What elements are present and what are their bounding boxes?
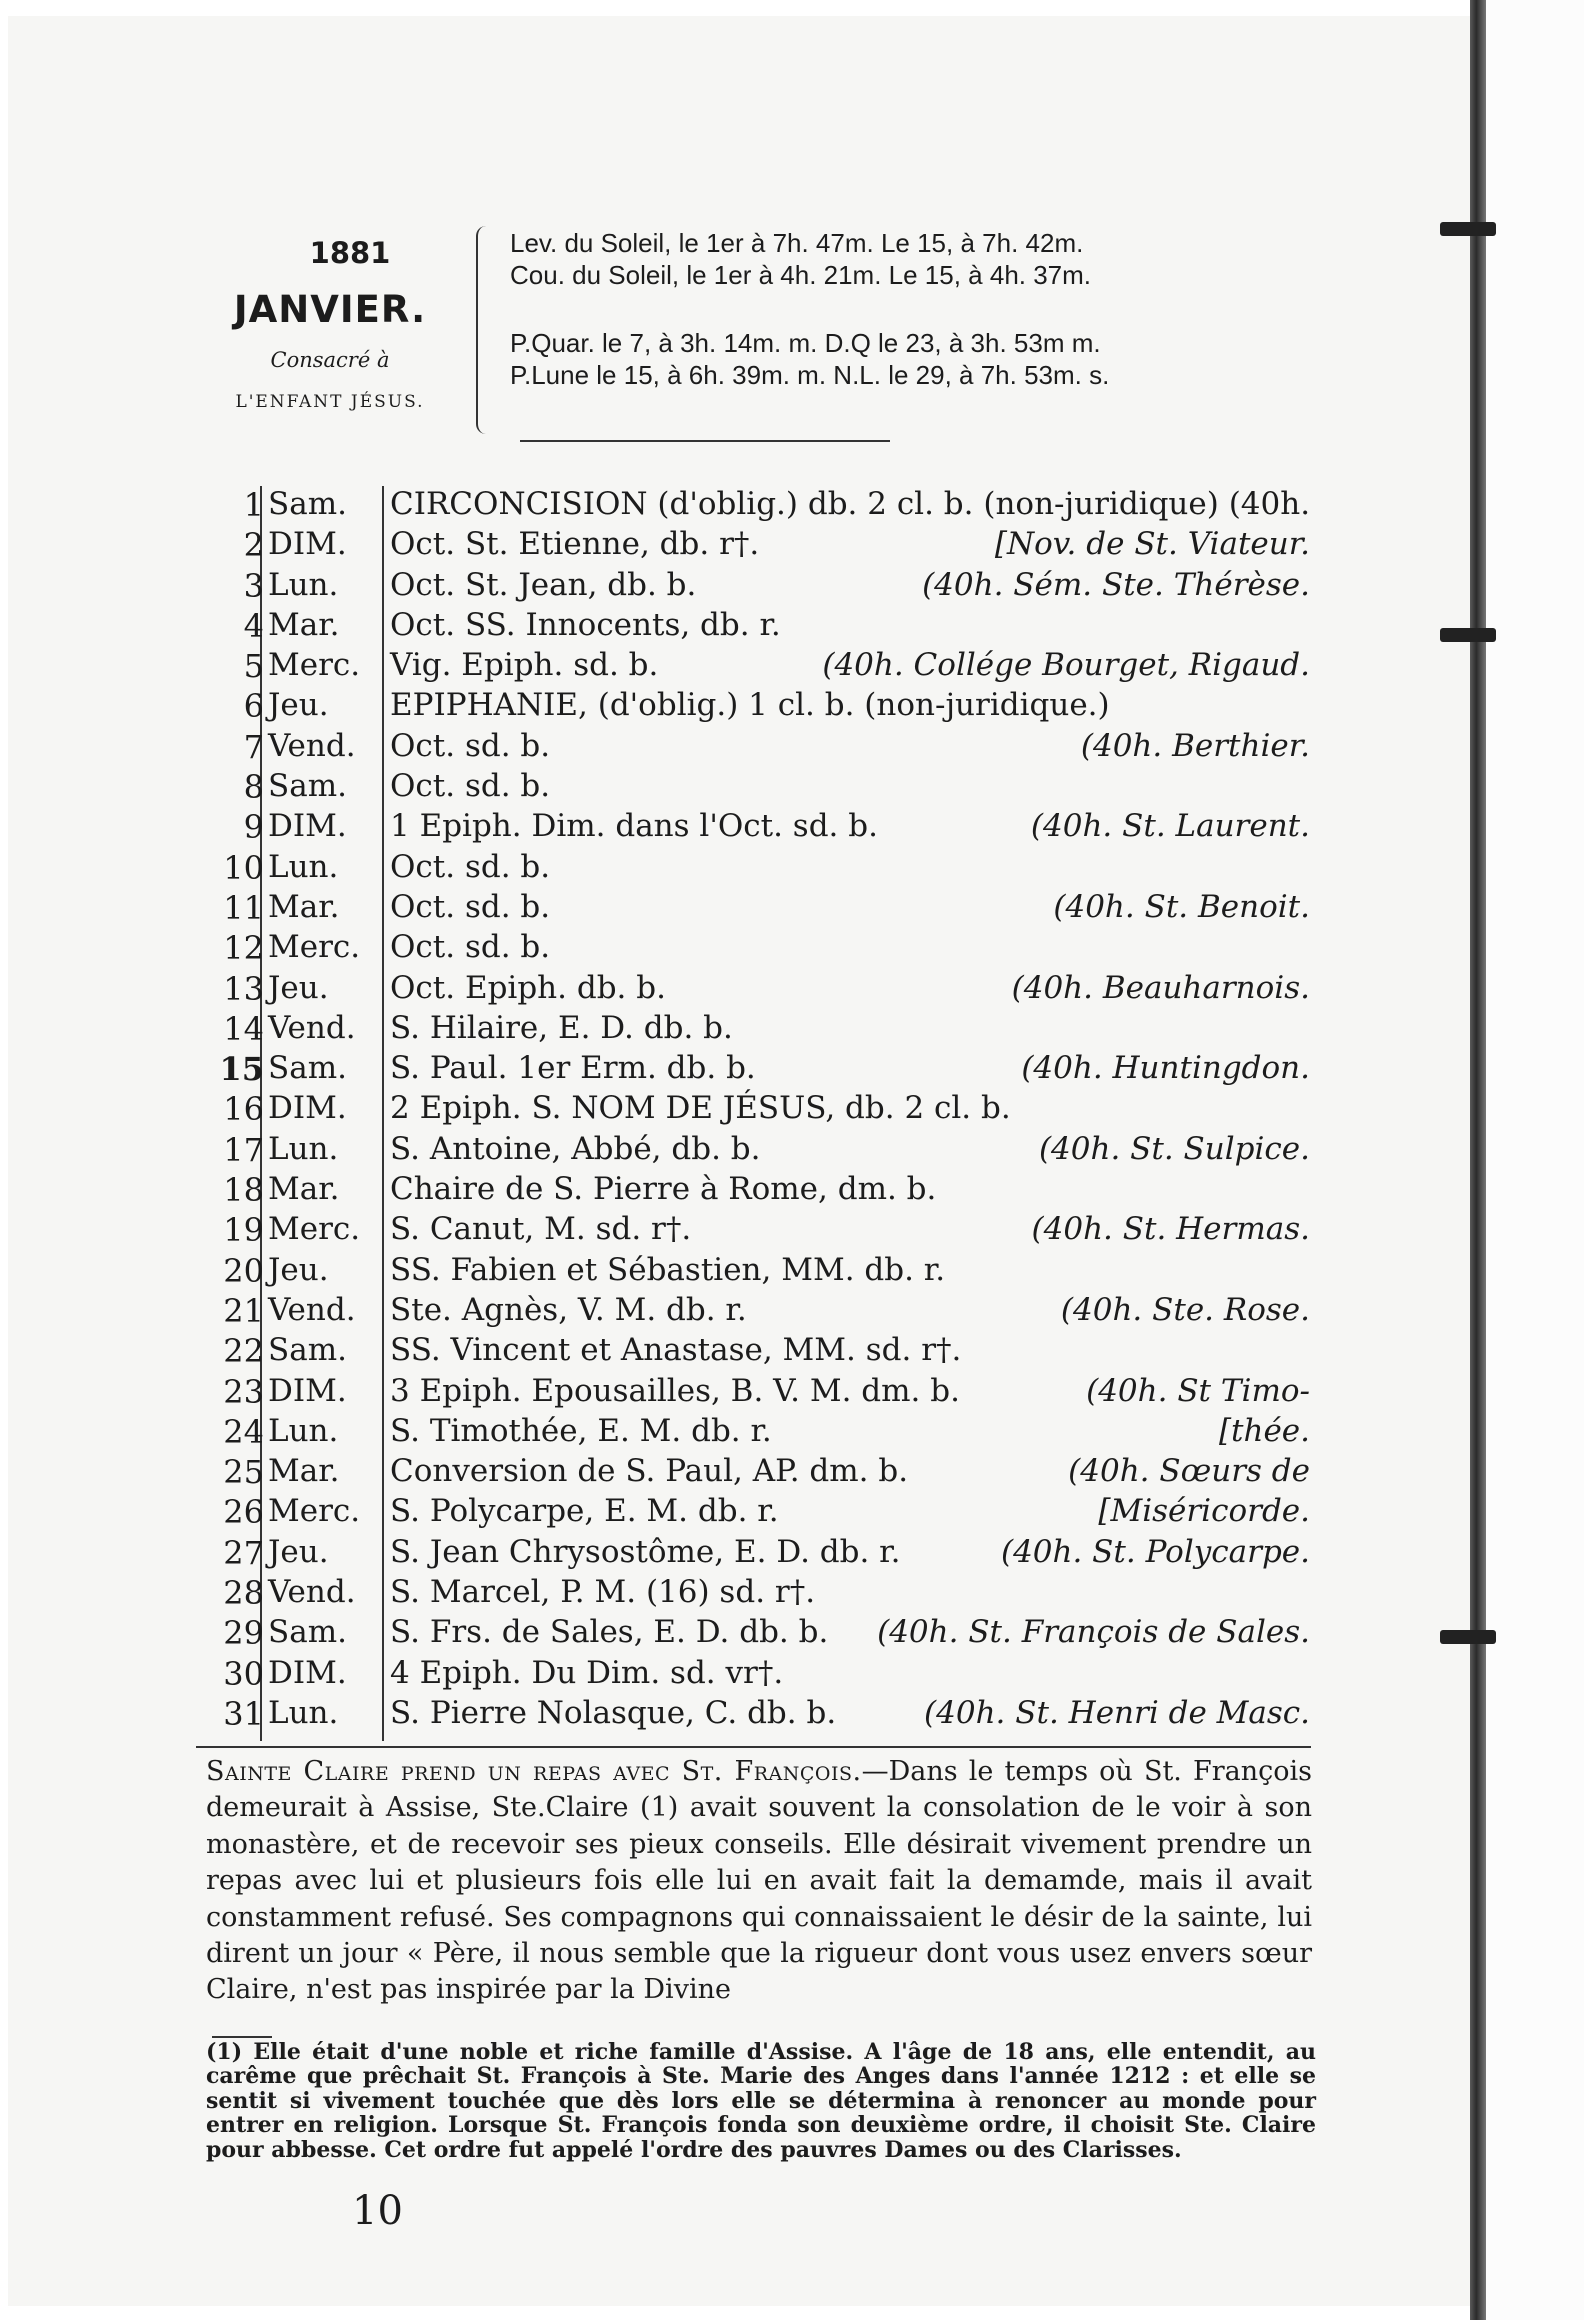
calendar-row xyxy=(200,1252,1310,1292)
forty-hours-station: (40h. St. Henri de Masc. xyxy=(924,1694,1310,1731)
forty-hours-station: (40h. St. Hermas. xyxy=(1031,1211,1310,1248)
brace-divider xyxy=(476,226,492,434)
calendar-row xyxy=(200,1090,1310,1130)
day-number: 4 xyxy=(243,606,264,645)
calendar-row xyxy=(200,768,1310,808)
day-number: 26 xyxy=(223,1493,264,1532)
day-number: 27 xyxy=(223,1533,264,1572)
day-number: 28 xyxy=(223,1574,264,1613)
weekday: Mar. xyxy=(268,1171,340,1208)
weekday: Mar. xyxy=(268,888,340,925)
feast-entry: SS. Vincent et Anastase, MM. sd. r†. xyxy=(390,1332,962,1369)
feast-entry: Oct. sd. b. xyxy=(390,929,551,966)
weekday: Vend. xyxy=(268,1009,356,1046)
day-number: 7 xyxy=(243,727,264,766)
feast-entry: Oct. St. Jean, db. b. xyxy=(390,566,697,603)
feast-entry: Vig. Epiph. sd. b. xyxy=(390,647,659,684)
feast-entry: Oct. SS. Innocents, db. r. xyxy=(390,606,781,643)
day-number: 13 xyxy=(223,969,264,1008)
story-title: Sainte Claire prend un repas avec St. François. xyxy=(206,1756,862,1787)
weekday: Sam. xyxy=(268,768,347,805)
feast-entry: S. Antoine, Abbé, db. b. xyxy=(390,1130,761,1167)
day-number: 23 xyxy=(223,1372,264,1411)
calendar-row xyxy=(200,808,1310,848)
footnote-rule xyxy=(212,2036,272,2038)
section-rule xyxy=(196,1746,1311,1748)
feast-entry: Oct. Epiph. db. b. xyxy=(390,969,666,1006)
calendar-row xyxy=(200,1493,1310,1533)
weekday: Merc. xyxy=(268,647,361,684)
day-number: 22 xyxy=(223,1332,264,1371)
calendar-row xyxy=(200,526,1310,566)
calendar-row xyxy=(200,1171,1310,1211)
calendar-row xyxy=(200,1413,1310,1453)
forty-hours-station: (40h. Sœurs de xyxy=(1068,1453,1310,1490)
weekday: Lun. xyxy=(268,1694,339,1731)
weekday: Vend. xyxy=(268,727,356,764)
calendar-row xyxy=(200,1131,1310,1171)
weekday: Vend. xyxy=(268,1291,356,1328)
day-number: 15 xyxy=(219,1050,264,1089)
weekday: Sam. xyxy=(268,1614,347,1651)
moon-phase-line: P.Lune le 15, à 6h. 39m. m. N.L. le 29, à 7h. 53m. s. xyxy=(510,360,1110,390)
binding-clip xyxy=(1440,628,1496,642)
calendar-row xyxy=(200,1010,1310,1050)
day-number: 16 xyxy=(223,1090,264,1129)
feast-entry: Conversion de S. Paul, AP. dm. b. xyxy=(390,1453,909,1490)
calendar-row xyxy=(200,1211,1310,1251)
calendar-row xyxy=(200,1695,1310,1735)
forty-hours-station: (40h. Collége Bourget, Rigaud. xyxy=(822,647,1310,684)
calendar-row xyxy=(200,607,1310,647)
day-number: 9 xyxy=(243,808,264,847)
weekday: Merc. xyxy=(268,929,361,966)
weekday: DIM. xyxy=(268,1090,347,1127)
day-number: 6 xyxy=(243,687,264,726)
page-margin xyxy=(1486,0,1584,2320)
month-heading: JANVIER. xyxy=(233,288,427,331)
feast-entry: 3 Epiph. Epousailles, B. V. M. dm. b. xyxy=(390,1372,960,1409)
binding-clip xyxy=(1440,222,1496,236)
forty-hours-station: (40h. Berthier. xyxy=(1080,727,1310,764)
forty-hours-station: (40h. Beauharnois. xyxy=(1011,969,1310,1006)
day-number: 21 xyxy=(223,1291,264,1330)
dedication-label: L'ENFANT JÉSUS. xyxy=(235,392,425,412)
weekday: Merc. xyxy=(268,1493,361,1530)
day-number: 24 xyxy=(223,1412,264,1451)
day-number: 8 xyxy=(243,768,264,807)
weekday: Lun. xyxy=(268,566,339,603)
day-number: 18 xyxy=(223,1171,264,1210)
moon-quarter-line: P.Quar. le 7, à 3h. 14m. m. D.Q le 23, à 3h. 53m m. xyxy=(510,328,1101,358)
forty-hours-station: (40h. St. François de Sales. xyxy=(877,1614,1310,1651)
calendar-row xyxy=(200,567,1310,607)
calendar-row xyxy=(200,1574,1310,1614)
feast-entry: Oct. sd. b. xyxy=(390,888,551,925)
book-spine xyxy=(1470,0,1486,2320)
feast-entry: Ste. Agnès, V. M. db. r. xyxy=(390,1291,747,1328)
weekday: Mar. xyxy=(268,1453,340,1490)
calendar-row xyxy=(200,929,1310,969)
calendar-row xyxy=(200,687,1310,727)
feast-entry: 4 Epiph. Du Dim. sd. vr†. xyxy=(390,1654,784,1691)
sunset-line: Cou. du Soleil, le 1er à 4h. 21m. Le 15, à 4h. 37m. xyxy=(510,260,1092,290)
calendar-row xyxy=(200,1655,1310,1695)
feast-entry: Oct. sd. b. xyxy=(390,727,551,764)
weekday: Vend. xyxy=(268,1574,356,1611)
calendar-row xyxy=(200,849,1310,889)
forty-hours-station: (40h. Ste. Rose. xyxy=(1060,1291,1310,1328)
weekday: Jeu. xyxy=(268,687,329,724)
day-number: 1 xyxy=(243,486,264,524)
feast-entry: 1 Epiph. Dim. dans l'Oct. sd. b. xyxy=(390,808,878,845)
calendar-row xyxy=(200,1534,1310,1574)
calendar-row xyxy=(200,1614,1310,1654)
weekday: Jeu. xyxy=(268,969,329,1006)
calendar-row xyxy=(200,486,1310,526)
weekday: DIM. xyxy=(268,1654,347,1691)
forty-hours-station: (40h. St. Sulpice. xyxy=(1038,1130,1310,1167)
forty-hours-station: [thée. xyxy=(1218,1412,1310,1449)
feast-entry: EPIPHANIE, (d'oblig.) 1 cl. b. (non-juridique.) xyxy=(390,687,1110,724)
consacre-label: Consacré à xyxy=(270,348,390,372)
calendar-row xyxy=(200,1332,1310,1372)
forty-hours-station: (40h. St. Polycarpe. xyxy=(1000,1533,1310,1570)
footnote: (1) Elle était d'une noble et riche famille d'Assise. A l'âge de 18 ans, elle entendit, au carême que prêchait St. François à Ste. Marie des Anges dans l'année 1212 : et elle se sentit si vivement touchée que dès lors elle se détermina à renoncer au monde pour entrer en religion. Lorsque St. François fonda son deuxième ordre, il choisit Ste. Claire pour abbesse. Cet ordre fut appelé l'ordre des pauvres Dames ou des Clarisses. xyxy=(206,2039,1316,2163)
day-number: 2 xyxy=(243,526,264,565)
day-number: 14 xyxy=(223,1009,264,1048)
feast-entry: CIRCONCISION (d'oblig.) db. 2 cl. b. (non-juridique) (40h. xyxy=(390,486,1311,522)
story-paragraph xyxy=(206,1754,1312,2009)
feast-entry: S. Timothée, E. M. db. r. xyxy=(390,1412,772,1449)
day-number: 20 xyxy=(223,1251,264,1290)
calendar-row xyxy=(200,1292,1310,1332)
feast-entry: Chaire de S. Pierre à Rome, dm. b. xyxy=(390,1171,937,1208)
weekday: Sam. xyxy=(268,1050,347,1087)
day-number: 19 xyxy=(223,1211,264,1250)
sunrise-line: Lev. du Soleil, le 1er à 7h. 47m. Le 15, à 7h. 42m. xyxy=(510,228,1084,258)
calendar-row xyxy=(200,1373,1310,1413)
feast-entry: Oct. sd. b. xyxy=(390,848,551,885)
forty-hours-station: [Nov. de St. Viateur. xyxy=(994,526,1310,563)
header-rule xyxy=(520,440,890,442)
forty-hours-station: (40h. Huntingdon. xyxy=(1021,1050,1310,1087)
calendar-row xyxy=(200,1050,1310,1090)
year-heading: 1881 xyxy=(309,236,391,270)
forty-hours-station: (40h. St. Benoit. xyxy=(1053,888,1310,925)
day-number: 5 xyxy=(243,647,264,686)
calendar-row xyxy=(200,889,1310,929)
weekday: Sam. xyxy=(268,1332,347,1369)
page-number: 10 xyxy=(352,2188,403,2234)
day-number: 3 xyxy=(243,566,264,605)
feast-entry: S. Polycarpe, E. M. db. r. xyxy=(390,1493,779,1530)
weekday: DIM. xyxy=(268,808,347,845)
feast-entry: Oct. St. Etienne, db. r†. xyxy=(390,526,760,563)
weekday: Merc. xyxy=(268,1211,361,1248)
weekday: Lun. xyxy=(268,1412,339,1449)
feast-entry: S. Canut, M. sd. r†. xyxy=(390,1211,692,1248)
weekday: DIM. xyxy=(268,526,347,563)
feast-entry: S. Hilaire, E. D. db. b. xyxy=(390,1009,733,1046)
day-number: 31 xyxy=(223,1694,264,1733)
weekday: Lun. xyxy=(268,1130,339,1167)
feast-entry: S. Marcel, P. M. (16) sd. r†. xyxy=(390,1574,816,1611)
weekday: Sam. xyxy=(268,486,347,522)
calendar-row xyxy=(200,1453,1310,1493)
feast-entry: 2 Epiph. S. NOM DE JÉSUS, db. 2 cl. b. xyxy=(390,1090,1011,1127)
day-number: 29 xyxy=(223,1614,264,1653)
day-number: 11 xyxy=(223,888,264,927)
day-number: 12 xyxy=(223,929,264,968)
feast-entry: SS. Fabien et Sébastien, MM. db. r. xyxy=(390,1251,946,1288)
calendar-row xyxy=(200,970,1310,1010)
forty-hours-station: (40h. St. Laurent. xyxy=(1030,808,1310,845)
calendar-row xyxy=(200,728,1310,768)
day-number: 30 xyxy=(223,1654,264,1693)
calendar-table xyxy=(200,486,1310,1735)
weekday: Jeu. xyxy=(268,1251,329,1288)
weekday: Mar. xyxy=(268,606,340,643)
story-text: —Dans le temps où St. François demeurait à Assise, Ste.Claire (1) avait souvent la consolation de le voir à son monastère, et de recevoir ses pieux conseils. Elle désirait vivement prendre un repas avec lui et plusieurs fois elle lui en avait fait la demamde, mais il avait constamment refusé. Ses compagnons qui connaissaient le désir de la sainte, lui dirent un jour « Père, il nous semble que la rigueur dont vous usez envers sœur Claire, n'est pas inspirée par la Divine xyxy=(206,1756,1312,2006)
feast-entry: Oct. sd. b. xyxy=(390,768,551,805)
day-number: 25 xyxy=(223,1453,264,1492)
calendar-row xyxy=(200,647,1310,687)
binding-clip xyxy=(1440,1630,1496,1644)
feast-entry: S. Jean Chrysostôme, E. D. db. r. xyxy=(390,1533,901,1570)
feast-entry: S. Pierre Nolasque, C. db. b. xyxy=(390,1694,837,1731)
weekday: Jeu. xyxy=(268,1533,329,1570)
weekday: DIM. xyxy=(268,1372,347,1409)
day-number: 17 xyxy=(223,1130,264,1169)
weekday: Lun. xyxy=(268,848,339,885)
forty-hours-station: (40h. St Timo- xyxy=(1086,1372,1310,1409)
day-number: 10 xyxy=(223,848,264,887)
feast-entry: S. Frs. de Sales, E. D. db. b. xyxy=(390,1614,829,1651)
forty-hours-station: [Miséricorde. xyxy=(1098,1493,1310,1530)
feast-entry: S. Paul. 1er Erm. db. b. xyxy=(390,1050,756,1087)
forty-hours-station: (40h. Sém. Ste. Thérèse. xyxy=(922,566,1310,603)
